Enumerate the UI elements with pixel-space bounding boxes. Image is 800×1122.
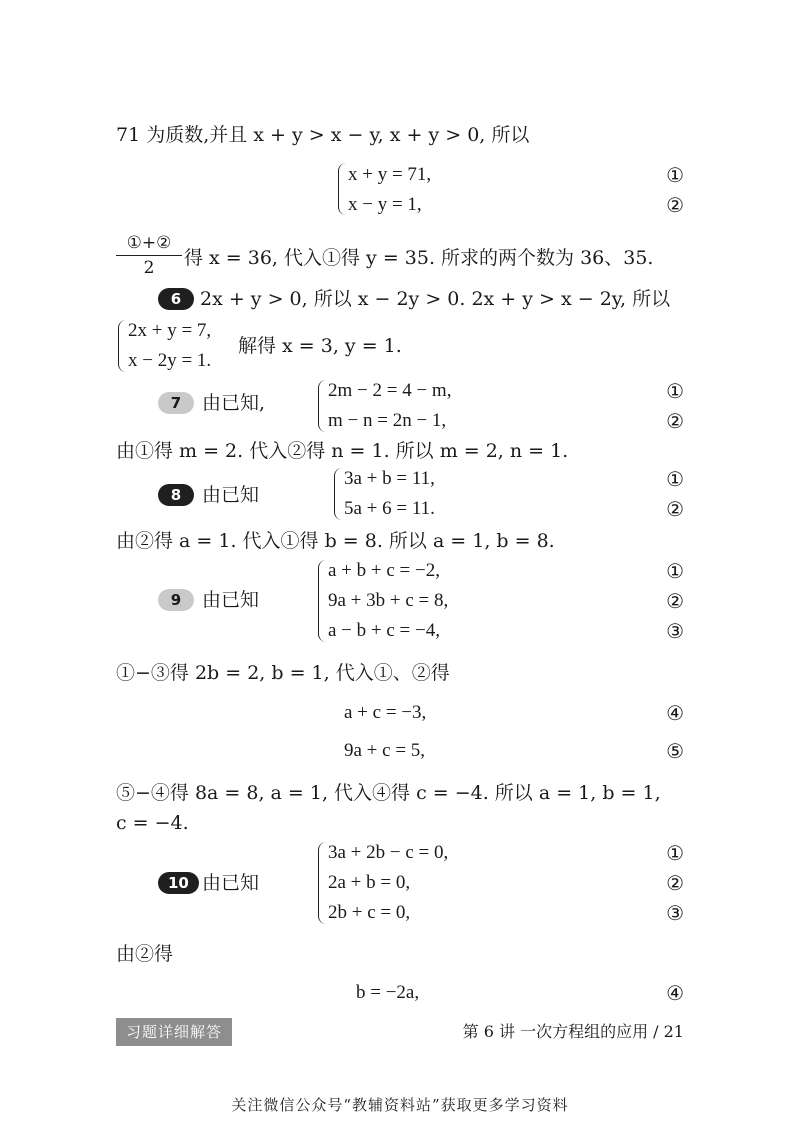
equation: 3a + 2b − c = 0,: [328, 842, 449, 863]
equation-marker: ③: [666, 619, 684, 643]
fraction: [116, 232, 182, 279]
q9-after: ①−③得 2b = 2, b = 1, 代入①、②得: [116, 662, 450, 684]
question-badge-6: 6: [158, 288, 194, 310]
paragraph-intro: 71 为质数,并且 x + y > x − y, x + y > 0, 所以: [116, 124, 530, 146]
q8-after: 由②得 a = 1. 代入①得 b = 8. 所以 a = 1, b = 8.: [116, 530, 555, 552]
equation: b = −2a,: [356, 982, 420, 1003]
equation: x − 2y = 1.: [128, 350, 212, 371]
question-badge-8: 8: [158, 484, 194, 506]
equation-marker: ④: [666, 701, 684, 725]
equation: a + c = −3,: [344, 702, 427, 723]
equation-marker: ①: [666, 841, 684, 865]
running-footer-title: 第 6 讲 一次方程组的应用 / 21: [462, 1022, 684, 1041]
q10-after: 由②得: [116, 943, 174, 965]
q8-lead: 由已知: [202, 484, 260, 506]
question-badge-10: 10: [158, 872, 199, 894]
equation-marker: ④: [666, 981, 684, 1005]
equation-marker: ③: [666, 901, 684, 925]
equation: 2x + y = 7,: [128, 320, 212, 341]
equation-marker: ①: [666, 467, 684, 491]
equation: a − b + c = −4,: [328, 620, 440, 641]
question-badge-9: 9: [158, 589, 194, 611]
question-badge-7: 7: [158, 392, 194, 414]
fraction-numerator: ①+②: [126, 233, 172, 253]
equation-marker: ②: [666, 497, 684, 521]
equation: 9a + c = 5,: [344, 740, 426, 761]
equation: 5a + 6 = 11.: [344, 498, 435, 519]
equation: x − y = 1,: [348, 194, 422, 215]
fraction-denominator: 2: [143, 258, 155, 278]
equation-marker: ⑤: [666, 739, 684, 763]
q9-conclusion: ⑤−④得 8a = 8, a = 1, 代入④得 c = −4. 所以 a = 1, b = 1,: [116, 782, 661, 804]
q7-after: 由①得 m = 2. 代入②得 n = 1. 所以 m = 2, n = 1.: [116, 440, 569, 462]
equation: x + y = 71,: [348, 164, 432, 185]
equation-marker: ②: [666, 409, 684, 433]
equation: 2b + c = 0,: [328, 902, 411, 923]
paragraph-result: 得 x = 36, 代入①得 y = 35. 所求的两个数为 36、35.: [184, 247, 654, 269]
q6-solution: 解得 x = 3, y = 1.: [238, 335, 402, 357]
equation-marker: ②: [666, 871, 684, 895]
equation: m − n = 2n − 1,: [328, 410, 447, 431]
watermark-text: 关注微信公众号“教辅资料站”获取更多学习资料: [231, 1096, 569, 1114]
equation: 2a + b = 0,: [328, 872, 411, 893]
equation: 3a + b = 11,: [344, 468, 435, 489]
equation-marker: ②: [666, 193, 684, 217]
equation-marker: ②: [666, 589, 684, 613]
q10-lead: 由已知: [202, 872, 260, 894]
q6-text: 2x + y > 0, 所以 x − 2y > 0. 2x + y > x − 2y, 所以: [200, 288, 671, 310]
q9-conclusion-cont: c = −4.: [116, 812, 189, 834]
equation: 9a + 3b + c = 8,: [328, 590, 449, 611]
equation-marker: ①: [666, 163, 684, 187]
equation-marker: ①: [666, 379, 684, 403]
q9-lead: 由已知: [202, 589, 260, 611]
q7-lead: 由已知,: [202, 392, 266, 414]
equation-marker: ①: [666, 559, 684, 583]
equation: 2m − 2 = 4 − m,: [328, 380, 452, 401]
section-label: 习题详细解答: [116, 1018, 232, 1046]
equation: a + b + c = −2,: [328, 560, 440, 581]
